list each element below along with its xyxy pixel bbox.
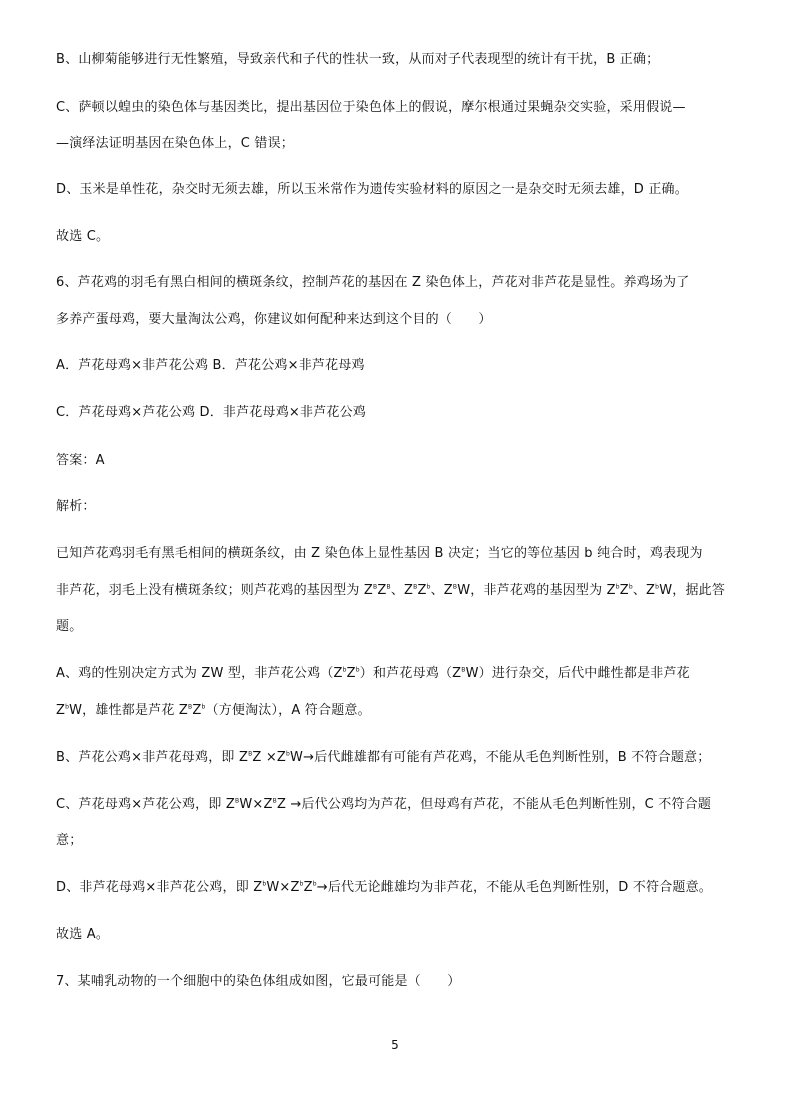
analysis-line2: 非芦花，羽毛上没有横斑条纹；则芦花鸡的基因型为 $Z^BZ^B$、$Z^BZ^b$、$Z^BW$，非芦花鸡的基因型为 $Z^bZ^b$、$Z^bW$，据此答	[56, 583, 726, 598]
previous-choice: 故选 C。	[56, 229, 110, 244]
option-a-analysis-line2: $Z^bW$，雄性都是芦花 $Z^BZ^b$（方便淘汰），A 符合题意。	[56, 703, 371, 718]
final-choice: 故选 A。	[56, 927, 110, 942]
answer: 答案：A	[56, 453, 105, 468]
option-a-analysis-line1: A、鸡的性别决定方式为 ZW 型，非芦花公鸡$(Z^bZ^b)$和芦花母鸡$(Z^BW)$进行杂交，后代中雌性都是非芦花	[56, 666, 690, 681]
question-7-stem: 7、某哺乳动物的一个细胞中的染色体组成如图，它最可能是（ ）	[56, 974, 461, 989]
question-6-stem-line1: 6、芦花鸡的羽毛有黑白相间的横斑条纹，控制芦花的基因在 Z 染色体上，芦花对非芦花是显性。养鸡场为了	[56, 275, 690, 290]
analysis-line1: 已知芦花鸡羽毛有黑毛相间的横斑条纹，由 Z 染色体上显性基因 B 决定；当它的等位基因 b 纯合时，鸡表现为	[56, 546, 703, 561]
page-number: 5	[391, 1038, 399, 1052]
analysis-label: 解析：	[56, 499, 96, 514]
option-d-analysis: D、非芦花母鸡×非芦花公鸡，即 $Z^bW\times Z^bZ^b\to$后代无论雌雄均为非芦花，不能从毛色判断性别，D 不符合题意。	[56, 880, 713, 895]
question-6-options-ab: A．芦花母鸡×非芦花公鸡 B．芦花公鸡×非芦花母鸡	[56, 358, 365, 373]
option-c-analysis-line2: 意；	[56, 833, 83, 848]
option-c-explanation-line2: —演绎法证明基因在染色体上，C 错误；	[56, 136, 295, 151]
option-c-explanation-line1: C、萨顿以蝗虫的染色体与基因类比，提出基因位于染色体上的假说，摩尔根通过果蝇杂交实验，采用假说—	[56, 100, 686, 115]
option-c-analysis-line1: C、芦花母鸡×芦花公鸡，即 $Z^BW\times Z^BZ$ →后代公鸡均为芦花，但母鸡有芦花，不能从毛色判断性别，C 不符合题	[56, 797, 712, 812]
question-6-stem-line2: 多养产蛋母鸡，要大量淘汰公鸡，你建议如何配种来达到这个目的（ ）	[56, 312, 492, 327]
question-6-options-cd: C．芦花母鸡×芦花公鸡 D．非芦花母鸡×非芦花公鸡	[56, 405, 367, 420]
option-d-explanation: D、玉米是单性花，杂交时无须去雄，所以玉米常作为遗传实验材料的原因之一是杂交时无须去雄，D 正确。	[56, 182, 688, 197]
analysis-line3: 题。	[56, 619, 83, 634]
option-b-explanation: B、山柳菊能够进行无性繁殖，导致亲代和子代的性状一致，从而对子代表现型的统计有干扰，B 正确；	[56, 52, 660, 67]
option-b-analysis: B、芦花公鸡×非芦花母鸡，即 $Z^BZ \times Z^bW\to$后代雌雄都有可能有芦花鸡，不能从毛色判断性别，B 不符合题意；	[56, 750, 711, 765]
